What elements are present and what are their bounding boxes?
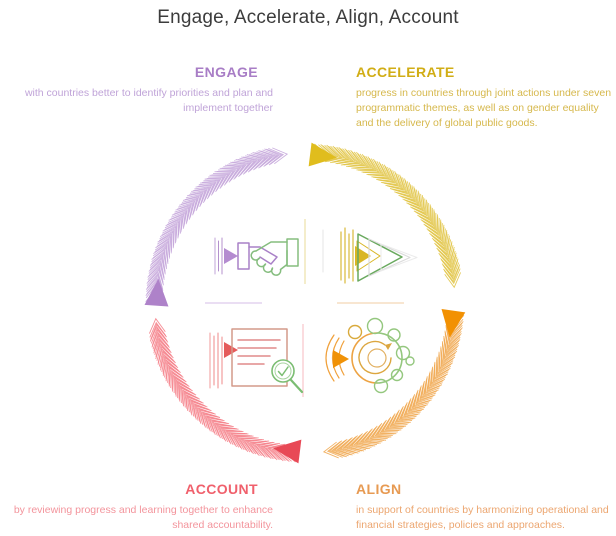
phase-align-label: ALIGN [356,481,402,497]
handshake-icon [215,238,298,275]
engage-arrowhead [224,248,238,264]
cycle-arc-align [323,309,466,460]
phase-accelerate-desc-line: progress in countries through joint actions under seven [356,87,612,99]
quadrant-dividers [205,219,404,397]
cycle-arc-engage [145,146,289,306]
phase-accelerate-label: ACCELERATE [356,64,455,80]
phase-account-desc-line: shared accountability. [172,519,273,531]
phase-engage-label: ENGAGE [194,64,258,80]
page-title: Engage, Accelerate, Align, Account [157,7,459,28]
phase-accelerate-desc-line: and the delivery of global public goods. [356,117,538,129]
phase-account-label: ACCOUNT [185,481,258,497]
round-table-icon [326,319,414,393]
document-review-icon [210,329,302,392]
person-head [406,357,414,365]
person-head [392,370,403,381]
align-arrowhead [333,350,349,368]
phase-engage-desc-line: implement together [183,102,273,114]
phase-engage-desc-line: with countries better to identify priorities and plan and [24,87,273,99]
phase-align-desc-line: financial strategies, policies and approaches. [356,519,565,531]
phase-accelerate-desc-line: programmatic themes, as well as on gender equality [356,102,599,114]
magnifier-handle [291,380,302,392]
person-head [375,380,388,393]
cycle-arrows [145,143,466,464]
fast-forward-icon [323,228,417,283]
person-head [368,319,383,334]
account-arrowhead [224,342,238,358]
phase-align-desc-line: in support of countries by harmonizing operational and [356,504,609,516]
person-head [349,326,362,339]
phase-account-desc-line: by reviewing progress and learning together to enhance [13,504,273,516]
